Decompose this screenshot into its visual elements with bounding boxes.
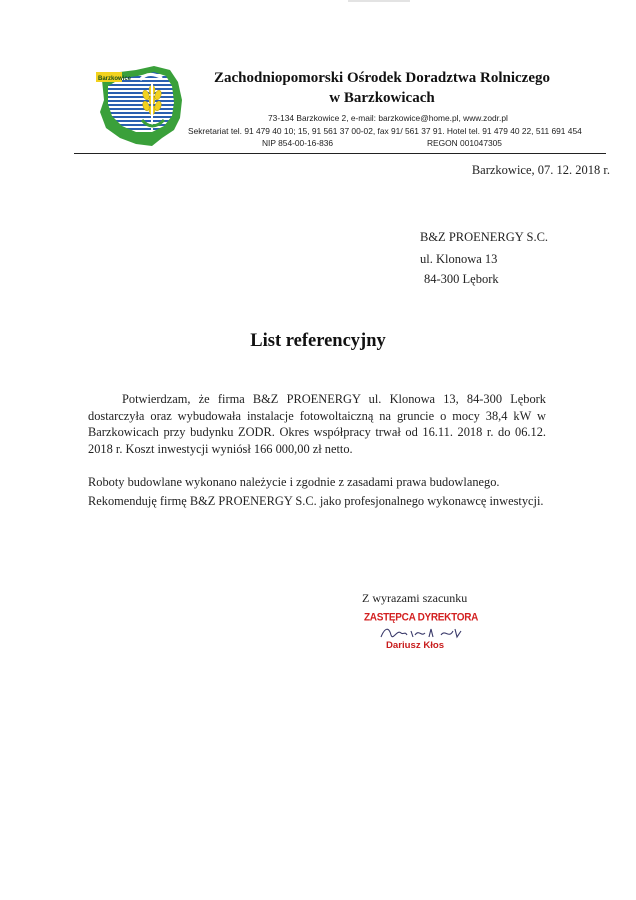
zodr-logo-icon xyxy=(92,60,190,150)
letter-date: Barzkowice, 07. 12. 2018 r. xyxy=(471,163,610,177)
svg-text:Barzkowice: Barzkowice xyxy=(98,76,132,82)
recipient-name: B&Z PROENERGY S.C. xyxy=(420,230,549,244)
stamp-title: ZASTĘPCA DYREKTORA xyxy=(364,611,479,624)
nip-number: NIP 854-00-16-836 xyxy=(262,138,334,148)
recipient-street: ul. Klonowa 13 xyxy=(420,252,498,266)
body-line-recommendation: Rekomenduję firmę B&Z PROENERGY S.C. jako profesjonalnego wykonawcę inwestycji. xyxy=(88,494,544,508)
header-divider xyxy=(74,153,606,154)
organization-name-line2: w Barzkowicach xyxy=(329,90,435,106)
body-line-quality: Roboty budowlane wykonano należycie i zgodnie z zasadami prawa budowlanego. xyxy=(88,475,500,489)
organization-name xyxy=(190,68,574,108)
body-paragraph: Potwierdzam, że firma B&Z PROENERGY ul. Klonowa 13, 84-300 Lębork dostarczyła oraz wybudowała instalacje fotowoltaiczną na gruncie o mocy 38,4 kW w Barzkowicach przy budynku ZODR. Okres współpracy trwał od 16.11. 2018 r. do 06.12. 2018 r. Koszt inwestycji wyniósł 166 000,00 zł netto. xyxy=(88,392,546,456)
stamp-name: Dariusz Kłos xyxy=(386,640,445,651)
recipient-city: 84-300 Lębork xyxy=(424,272,499,286)
closing-phrase: Z wyrazami szacunku xyxy=(362,591,468,605)
regon-number: REGON 001047305 xyxy=(427,138,502,148)
organization-name-line1: Zachodniopomorski Ośrodek Doradztwa Rolniczego xyxy=(214,70,550,86)
address-line: 73-134 Barzkowice 2, e-mail: barzkowice@home.pl, www.zodr.pl xyxy=(268,113,508,123)
phone-line: Sekretariat tel. 91 479 40 10; 15, 91 561 37 00-02, fax 91/ 561 37 91. Hotel tel. 91 479 40 22, 511 691 454 xyxy=(188,126,582,136)
scan-artifact xyxy=(348,0,410,2)
letter-title: List referencyjny xyxy=(250,331,386,351)
